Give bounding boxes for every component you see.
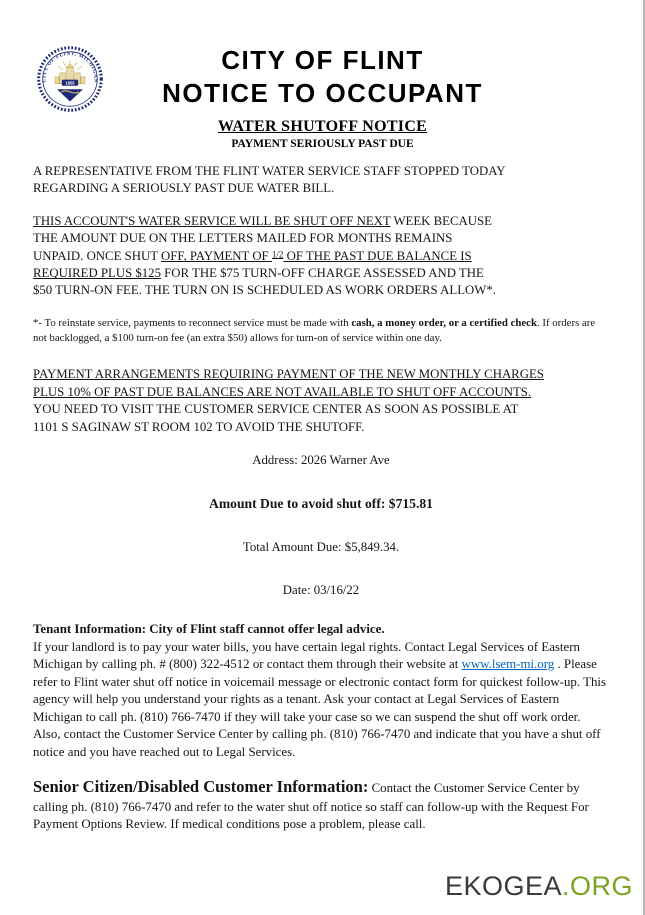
main-title-line2: NOTICE TO OCCUPANT [162, 77, 483, 108]
text-segment: cash, a money order, or a certified check [351, 316, 537, 329]
city-seal-graphic [36, 42, 104, 116]
address-line: Address: 2026 Warner Ave [252, 452, 390, 467]
seal-year-text: 1855 [65, 80, 75, 86]
city-of-flint-seal [36, 42, 104, 116]
lsem-website-link[interactable]: www.lsem-mi.org [461, 657, 555, 672]
date-line: Date: 03/16/22 [282, 582, 360, 597]
amount-due-line: Amount Due to avoid shut off: $715.81 [209, 495, 433, 511]
text-segment: Senior Citizen/Disabled Customer Information: [33, 777, 369, 797]
ekogea-brand-name: EKOGEA [444, 871, 562, 901]
text-segment: 1/2 [271, 249, 284, 260]
tenant-information-section [33, 621, 609, 761]
shutoff-warning-paragraph [33, 213, 503, 300]
text-segment: THIS ACCOUNT'S WATER SERVICE WILL BE SHUT OFF NEXT [33, 213, 391, 228]
notice-subtitle-severity: PAYMENT SERIOUSLY PAST DUE [231, 138, 414, 150]
text-segment: YOU NEED TO VISIT THE CUSTOMER SERVICE CENTER AS SOON AS POSSIBLE AT 1101 S SAGINAW ST ROOM 102 TO AVOID THE SHUTOFF. [33, 402, 519, 434]
text-segment: . Please refer to Flint water shut off notice in voicemail message or electronic contact form for quickest follow-up. This agency will help you understand your rights as a tenant. Ask your contact at Legal Services of Eastern Michigan to call ph. (810) 766-7470 if they will take your case so we can suspend the shut off work order. Also, contact the Customer Service Center by calling ph. (810) 766-7470 and indicate that you have a shut off notice and you have reached out to Legal Services. [33, 657, 606, 759]
intro-paragraph: A REPRESENTATIVE FROM THE FLINT WATER SERVICE STAFF STOPPED TODAY REGARDING A SERIOUSLY PAST DUE WATER BILL. [33, 164, 506, 196]
total-amount-due-line: Total Amount Due: $5,849.34. [242, 539, 400, 554]
text-segment: FOR THE $75 TURN-OFF CHARGE ASSESSED AND THE $50 TURN-ON FEE. THE TURN ON IS SCHEDULED AS WORK ORDERS ALLOW*. [33, 265, 496, 298]
ekogea-watermark [445, 871, 633, 902]
reinstate-service-footnote [33, 316, 609, 347]
main-title-line1: CITY OF FLINT [221, 45, 424, 75]
text-segment: OF THE PAST DUE BALANCE IS REQUIRED PLUS $125 [33, 248, 472, 280]
text-segment: OFF, PAYMENT OF [161, 248, 272, 263]
text-segment: Contact the Customer Service Center by calling ph. (810) 766-7470 and refer to the water shut off notice so staff can follow-up with the Request For Payment Options Review. If medical conditions pose a problem, please call. [33, 781, 589, 832]
ekogea-brand-tld: .ORG [561, 871, 633, 901]
text-segment: *- To reinstate service, payments to reconnect service must be made with [33, 316, 352, 329]
notice-subtitle: WATER SHUTOFF NOTICE [217, 118, 428, 135]
tenant-information-body [33, 639, 609, 762]
account-details [33, 453, 609, 598]
text-segment: WEEK BECAUSE THE AMOUNT DUE ON THE LETTERS MAILED FOR MONTHS REMAINS UNPAID. ONCE SHUT [33, 213, 492, 263]
notice-body [0, 163, 645, 834]
text-segment: If your landlord is to pay your water bills, you have certain legal rights. Contact Legal Services of Eastern Michigan by calling ph. # (800) 322-4512 or contact them through their website at [33, 639, 580, 672]
text-segment: . If orders are not backlogged, a $100 turn-on fee (an extra $50) allows for turn-on of service within one day. [33, 316, 596, 345]
payment-arrangements-paragraph [33, 366, 545, 436]
notice-header [0, 0, 645, 150]
text-segment: PAYMENT ARRANGEMENTS REQUIRING PAYMENT OF THE NEW MONTHLY CHARGES PLUS 10% OF PAST DUE BALANCES ARE NOT AVAILABLE TO SHUT OFF ACCOUNTS. [33, 367, 544, 399]
senior-disabled-information-section [33, 776, 609, 834]
seal-ring-text: CITY OF FLINT, MICHIGAN [41, 50, 99, 84]
tenant-information-heading: Tenant Information: City of Flint staff cannot offer legal advice. [33, 621, 385, 636]
